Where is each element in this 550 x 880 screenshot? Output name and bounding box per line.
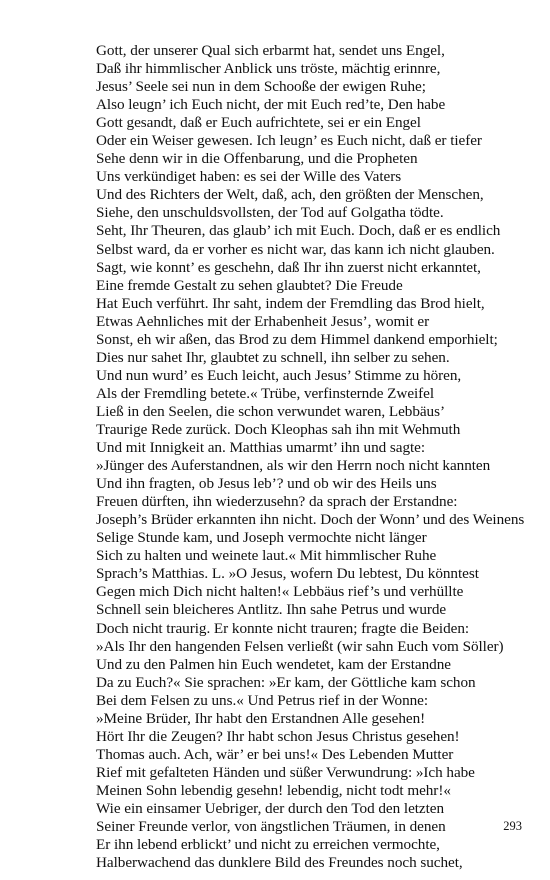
text-line: Und des Richters der Welt, daß, ach, den größten der Menschen, (96, 186, 484, 204)
text-line: Wie ein einsamer Uebriger, der durch den Tod den letzten (96, 799, 445, 817)
text-line: Doch nicht traurig. Er konnte nicht trauren; fragte die Beiden: (96, 619, 470, 637)
text-line: Sagt, wie konnt’ es geschehn, daß Ihr ihn zuerst nicht erkanntet, (96, 258, 481, 276)
text-line: Etwas Aehnliches mit der Erhabenheit Jesus’, womit er (96, 312, 430, 330)
text-line: Traurige Rede zurück. Doch Kleophas sah ihn mit Wehmuth (96, 420, 461, 438)
text-line: Uns verkündiget haben: es sei der Wille des Vaters (96, 168, 402, 186)
text-line: Halberwachend das dunklere Bild des Freundes noch suchet, (96, 854, 463, 872)
text-line: »Meine Brüder, Ihr habt den Erstandnen Alle gesehen! (96, 709, 426, 727)
text-line: Als der Fremdling betete.« Trübe, verfinsternde Zweifel (96, 384, 435, 402)
text-line: Daß ihr himmlischer Anblick uns tröste, mächtig erinnre, (96, 60, 441, 78)
text-line: Hört Ihr die Zeugen? Ihr habt schon Jesus Christus gesehen! (96, 727, 460, 745)
text-line: Und ihn fragten, ob Jesus leb’? und ob wir des Heils uns (96, 475, 437, 493)
text-line: Er ihn lebend erblickt’ und nicht zu erreichen vermochte, (96, 836, 440, 854)
text-line: »Als Ihr den hangenden Felsen verließt (wir sahn Euch vom Söller) (96, 637, 504, 655)
text-line: Eine fremde Gestalt zu sehen glaubtet? Die Freude (96, 276, 403, 294)
text-line: Seiner Freunde verlor, von ängstlichen Träumen, in denen (96, 818, 446, 836)
poem-text-block (96, 42, 536, 872)
text-line: Oder ein Weiser gewesen. Ich leugn’ es Euch nicht, daß er tiefer (96, 132, 482, 150)
text-line: Meinen Sohn lebendig gesehn! lebendig, nicht todt mehr!« (96, 781, 451, 799)
text-line: Da zu Euch?« Sie sprachen: »Er kam, der Göttliche kam schon (96, 673, 476, 691)
text-line: Und zu den Palmen hin Euch wendetet, kam der Erstandne (96, 655, 451, 673)
text-line: Gott gesandt, daß er Euch aufrichtete, sei er ein Engel (96, 114, 421, 132)
text-line: Gegen mich Dich nicht halten!« Lebbäus rief’s und verhüllte (96, 583, 464, 601)
text-line: Rief mit gefalteten Händen und süßer Verwundrung: »Ich habe (96, 763, 475, 781)
text-line: Selbst ward, da er vorher es nicht war, das kann ich nicht glauben. (96, 240, 495, 258)
text-line: Sich zu halten und weinete laut.« Mit himmlischer Ruhe (96, 547, 437, 565)
text-line: Thomas auch. Ach, wär’ er bei uns!« Des Lebenden Mutter (96, 745, 454, 763)
text-line: »Jünger des Auferstandnen, als wir den Herrn noch nicht kannten (96, 457, 491, 475)
text-line: Joseph’s Brüder erkannten ihn nicht. Doch der Wonn’ und des Weinens (96, 511, 525, 529)
text-line: Siehe, den unschuldsvollsten, der Tod auf Golgatha tödte. (96, 204, 444, 222)
text-line: Freuen dürften, ihn wiederzusehn? da sprach der Erstandne: (96, 493, 458, 511)
text-line: Seht, Ihr Theuren, das glaub’ ich mit Euch. Doch, daß er es endlich (96, 222, 501, 240)
text-line: Und nun wurd’ es Euch leicht, auch Jesus’ Stimme zu hören, (96, 366, 462, 384)
text-line: Und mit Innigkeit an. Matthias umarmt’ ihn und sagte: (96, 439, 426, 457)
text-line: Selige Stunde kam, und Joseph vermochte nicht länger (96, 529, 427, 547)
text-line: Hat Euch verführt. Ihr saht, indem der Fremdling das Brod hielt, (96, 294, 485, 312)
page-number: 293 (503, 819, 522, 833)
text-line: Sonst, eh wir aßen, das Brod zu dem Himmel dankend emporhielt; (96, 330, 498, 348)
text-line: Bei dem Felsen zu uns.« Und Petrus rief in der Wonne: (96, 691, 429, 709)
text-line: Also leugn’ ich Euch nicht, der mit Euch red’te, Den habe (96, 96, 446, 114)
text-line: Schnell sein bleicheres Antlitz. Ihn sahe Petrus und wurde (96, 601, 447, 619)
text-line: Dies nur sahet Ihr, glaubtet zu schnell, ihn selber zu sehen. (96, 348, 450, 366)
text-line: Sprach’s Matthias. L. »O Jesus, wofern Du lebtest, Du könntest (96, 565, 479, 583)
text-line: Gott, der unserer Qual sich erbarmt hat, sendet uns Engel, (96, 42, 445, 59)
text-line: Jesus’ Seele sei nun in dem Schooße der ewigen Ruhe; (96, 78, 426, 96)
text-line: Ließ in den Seelen, die schon verwundet waren, Lebbäus’ (96, 402, 445, 420)
text-line: Sehe denn wir in die Offenbarung, und die Propheten (96, 150, 418, 168)
